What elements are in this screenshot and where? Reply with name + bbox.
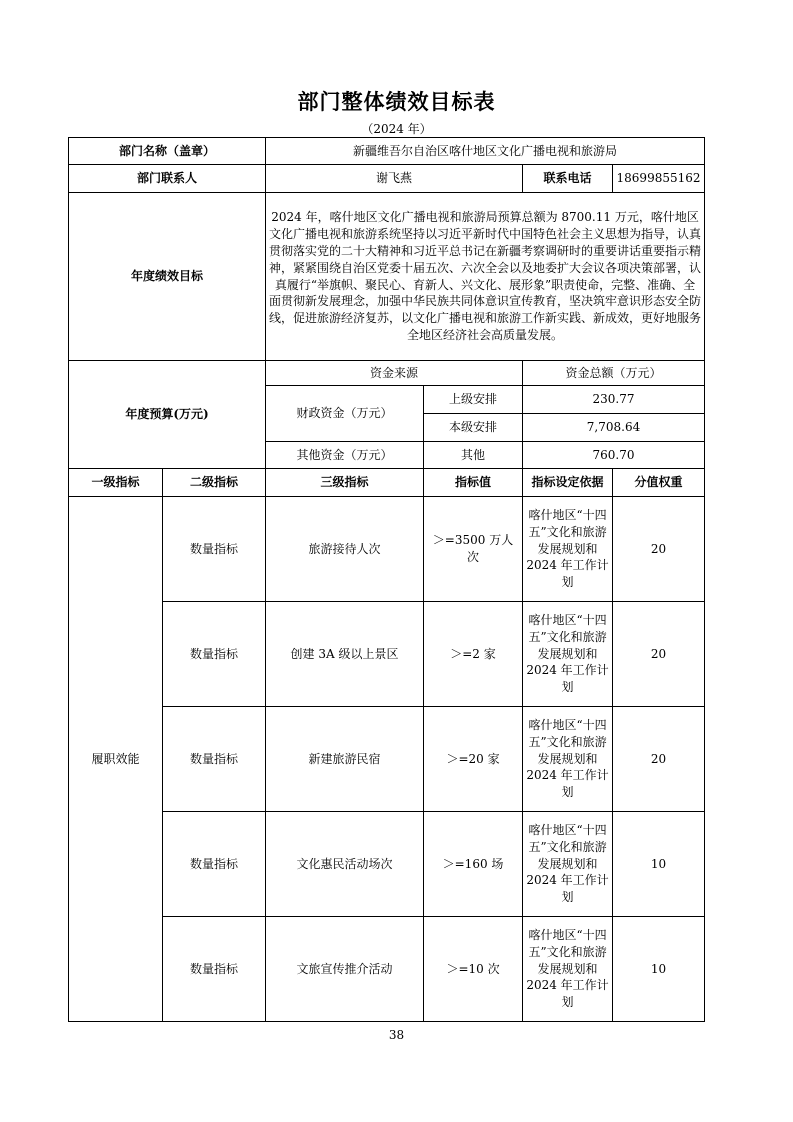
indicator-row bbox=[69, 707, 705, 812]
contact-value: 谢飞燕 bbox=[266, 165, 523, 193]
dept-name-value: 新疆维吾尔自治区喀什地区文化广播电视和旅游局 bbox=[266, 138, 705, 165]
indicator-weight: 20 bbox=[613, 497, 705, 602]
performance-table bbox=[68, 137, 705, 1022]
upper-allocation-label: 上级安排 bbox=[424, 386, 523, 414]
other-label: 其他 bbox=[424, 442, 523, 469]
level2-indicator: 数量指标 bbox=[163, 812, 266, 917]
indicator-value: ＞=3500 万人次 bbox=[424, 497, 523, 602]
goal-label: 年度绩效目标 bbox=[69, 193, 266, 361]
indicator-value: ＞=2 家 bbox=[424, 602, 523, 707]
level2-indicator: 数量指标 bbox=[163, 707, 266, 812]
level2-indicator: 数量指标 bbox=[163, 602, 266, 707]
header-level3: 三级指标 bbox=[266, 469, 424, 497]
goal-text: 2024 年，喀什地区文化广播电视和旅游局预算总额为 8700.11 万元，喀什地区文化广播电视和旅游系统坚持以习近平新时代中国特色社会主义思想为指导，认真贯彻落实党的二十大精神和习近平总书记在新疆考察调研时的重要讲话重要指示精神，紧紧围绕自治区党委十届五次、六次全会以及地委扩大会议各项决策部署，认真履行“举旗帜、聚民心、育新人、兴文化、展形象”职责使命，完整、准确、全面贯彻新发展理念，加强中华民族共同体意识宣传教育，坚决筑牢意识形态安全防线，促进旅游经济复苏，以文化广播电视和旅游工作新实践、新成效，更好地服务全地区经济社会高质量发展。 bbox=[266, 193, 705, 361]
indicator-row bbox=[69, 812, 705, 917]
dept-name-label: 部门名称（盖章） bbox=[69, 138, 266, 165]
indicator-header-row bbox=[69, 469, 705, 497]
level3-indicator: 创建 3A 级以上景区 bbox=[266, 602, 424, 707]
fiscal-funds-label: 财政资金（万元） bbox=[266, 386, 424, 442]
indicator-weight: 20 bbox=[613, 602, 705, 707]
indicator-value: ＞=10 次 bbox=[424, 917, 523, 1022]
indicator-basis: 喀什地区“十四五”文化和旅游发展规划和 2024 年工作计划 bbox=[523, 602, 613, 707]
upper-allocation-value: 230.77 bbox=[523, 386, 705, 414]
indicator-weight: 10 bbox=[613, 812, 705, 917]
level3-indicator: 新建旅游民宿 bbox=[266, 707, 424, 812]
local-allocation-value: 7,708.64 bbox=[523, 414, 705, 442]
level1-indicator: 履职效能 bbox=[69, 497, 163, 1022]
indicator-basis: 喀什地区“十四五”文化和旅游发展规划和 2024 年工作计划 bbox=[523, 812, 613, 917]
indicator-basis: 喀什地区“十四五”文化和旅游发展规划和 2024 年工作计划 bbox=[523, 497, 613, 602]
header-value: 指标值 bbox=[424, 469, 523, 497]
indicator-row bbox=[69, 917, 705, 1022]
year-label: （2024 年） bbox=[361, 122, 432, 136]
header-level2: 二级指标 bbox=[163, 469, 266, 497]
indicator-value: ＞=20 家 bbox=[424, 707, 523, 812]
header-level1: 一级指标 bbox=[69, 469, 163, 497]
contact-row bbox=[69, 165, 705, 193]
budget-total-header: 资金总额（万元） bbox=[523, 361, 705, 386]
level2-indicator: 数量指标 bbox=[163, 497, 266, 602]
indicator-row bbox=[69, 497, 705, 602]
indicator-row bbox=[69, 602, 705, 707]
level3-indicator: 文化惠民活动场次 bbox=[266, 812, 424, 917]
goal-row bbox=[69, 193, 705, 361]
page-title: 部门整体绩效目标表 bbox=[297, 89, 496, 114]
budget-label: 年度预算(万元) bbox=[69, 361, 266, 469]
level3-indicator: 文旅宣传推介活动 bbox=[266, 917, 424, 1022]
contact-label: 部门联系人 bbox=[69, 165, 266, 193]
level3-indicator: 旅游接待人次 bbox=[266, 497, 424, 602]
local-allocation-label: 本级安排 bbox=[424, 414, 523, 442]
indicator-value: ＞=160 场 bbox=[424, 812, 523, 917]
dept-name-row bbox=[69, 138, 705, 165]
header-basis: 指标设定依据 bbox=[523, 469, 613, 497]
phone-label: 联系电话 bbox=[523, 165, 613, 193]
indicator-weight: 10 bbox=[613, 917, 705, 1022]
indicator-basis: 喀什地区“十四五”文化和旅游发展规划和 2024 年工作计划 bbox=[523, 917, 613, 1022]
budget-header-row bbox=[69, 361, 705, 386]
page-number: 38 bbox=[388, 1028, 405, 1042]
other-funds-label: 其他资金（万元） bbox=[266, 442, 424, 469]
budget-source-header: 资金来源 bbox=[266, 361, 523, 386]
indicator-weight: 20 bbox=[613, 707, 705, 812]
indicator-basis: 喀什地区“十四五”文化和旅游发展规划和 2024 年工作计划 bbox=[523, 707, 613, 812]
other-value: 760.70 bbox=[523, 442, 705, 469]
level2-indicator: 数量指标 bbox=[163, 917, 266, 1022]
phone-value: 18699855162 bbox=[613, 165, 705, 193]
header-weight: 分值权重 bbox=[613, 469, 705, 497]
